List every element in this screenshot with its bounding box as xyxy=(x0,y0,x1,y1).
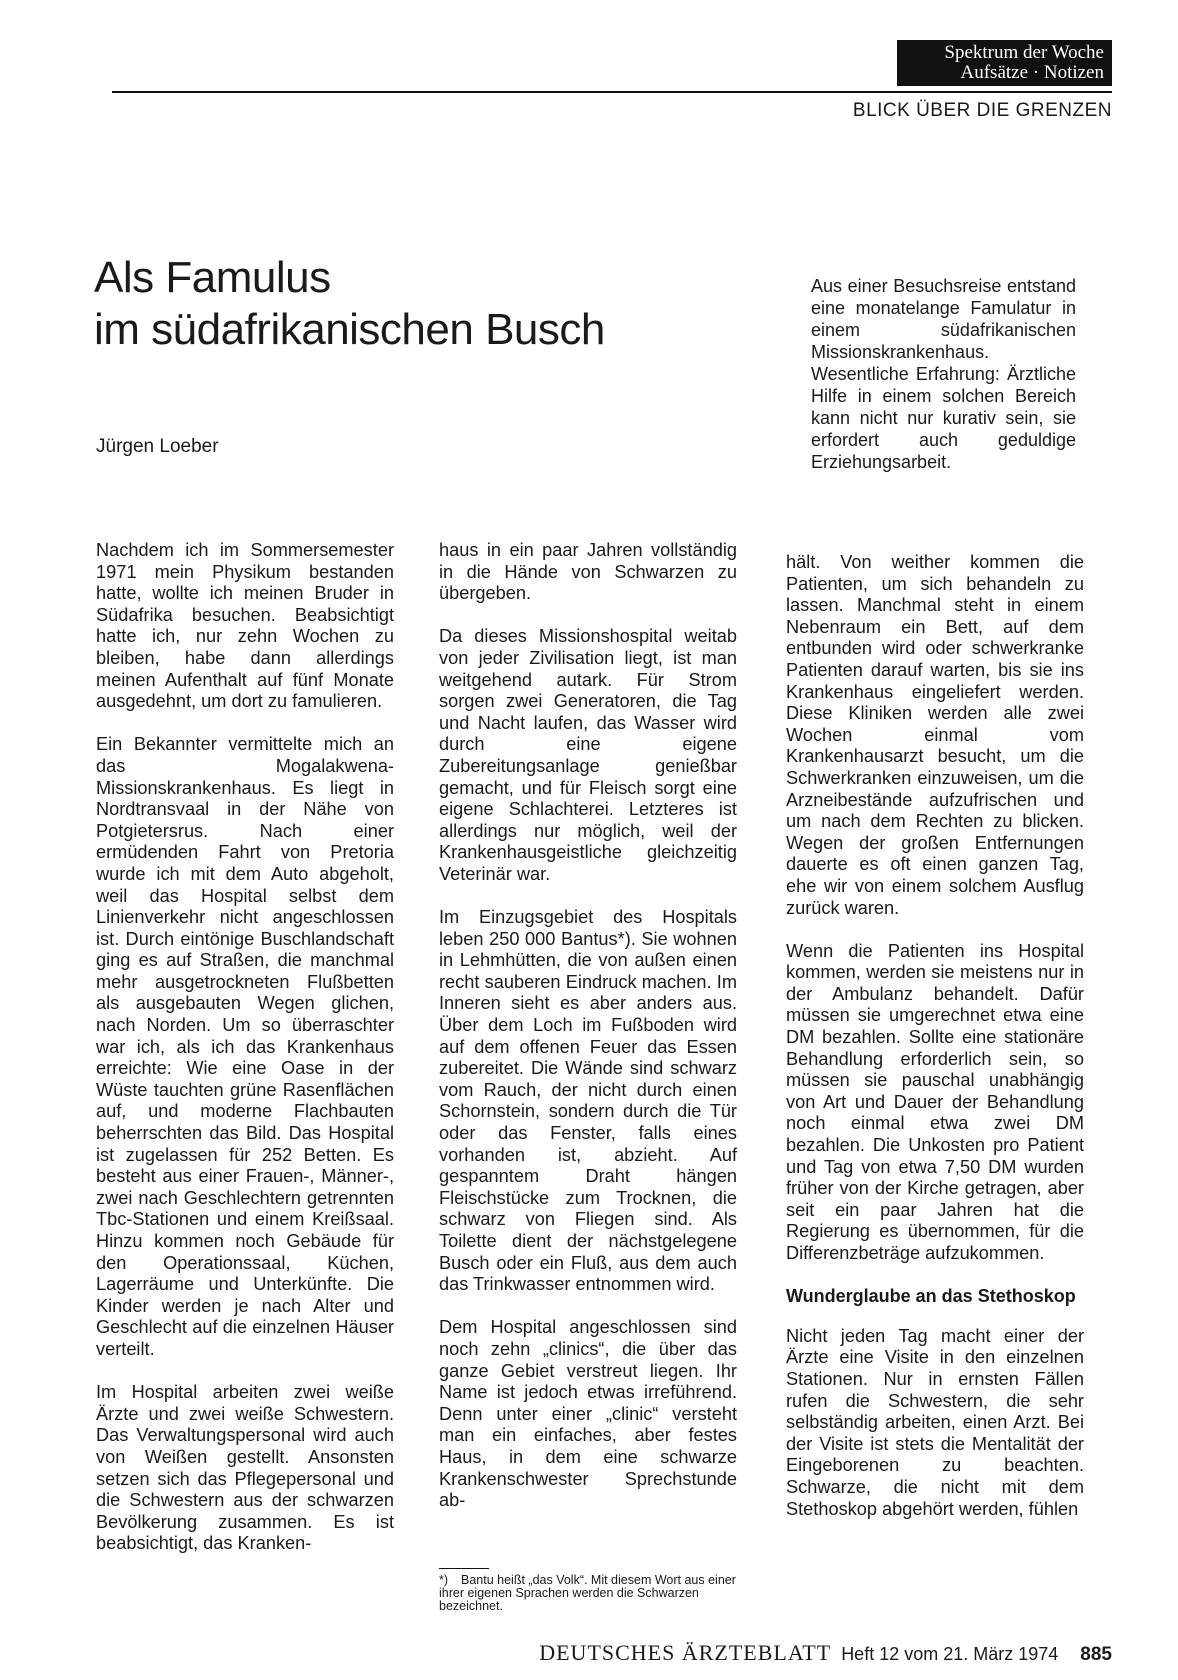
article-title xyxy=(94,252,714,356)
paragraph: hält. Von weither kommen die Patienten, um sich behandeln zu lassen. Manchmal steht in einem Nebenraum ein Bett, auf dem entbunden wird oder schwerkranke Patienten darauf warten, bis sie ins Krankenhaus eingeliefert werden. Diese Kliniken werden alle zwei Wochen einmal vom Krankenhausarzt besucht, um die Schwerkranken einzuweisen, um die Arzneibestände aufzufrischen und um nach dem Rechten zu blicken. Wegen der großen Entfernungen dauerte es oft einen ganzen Tag, ehe wir von einem solchem Ausflug zurück waren. xyxy=(786,552,1084,918)
paragraph: Ein Bekannter vermittelte mich an das Mogalakwena-Missionskrankenhaus. Es liegt in Nordtransvaal in der Nähe von Potgietersrus. Nach einer ermüdenden Fahrt von Pretoria wurde ich mit dem Auto abgeholt, weil das Hospital selbst dem Linienverkehr nicht angeschlossen ist. Durch eintönige Buschlandschaft ging es auf Straßen, die manchmal mehr ausgetrockneten Flußbetten als ausgebauten Wegen glichen, nach Norden. Um so überraschter war ich, als ich das Krankenhaus erreichte: Wie eine Oase in der Wüste tauchten grüne Rasenflächen auf, und moderne Flachbauten beherrschten das Bild. Das Hospital ist zugelassen für 252 Betten. Es besteht aus einer Frauen-, Männer-, zwei nach Geschlechtern getrennten Tbc-Stationen und einem Kreißsaal. Hinzu kommen noch Gebäude für den Operationssaal, Küchen, Lagerräume und Unterkünfte. Die Kinder werden je nach Alter und Geschlecht auf die einzelnen Häuser verteilt. xyxy=(96,734,394,1359)
column-2 xyxy=(439,540,737,1533)
column-1 xyxy=(96,540,394,1577)
paragraph: Nachdem ich im Sommersemester 1971 mein Physikum bestanden hatte, wollte ich meinen Bruder in Südafrika besuchen. Beabsichtigt hatte ich, nur zehn Wochen zu bleiben, habe dann allerdings meinen Aufenthalt auf fünf Monate ausgedehnt, um dort zu famulieren. xyxy=(96,540,394,712)
page-number: 885 xyxy=(1080,1644,1112,1665)
issue-info: Heft 12 vom 21. März 1974 xyxy=(841,1644,1059,1664)
title-line-1: Als Famulus xyxy=(94,253,331,302)
paragraph: Im Einzugsgebiet des Hospitals leben 250 000 Bantus*). Sie wohnen in Lehmhütten, die von außen einen recht sauberen Eindruck machen. Im Inneren sieht es aber anders aus. Über dem Loch im Fußboden wird auf dem offenen Feuer das Essen zubereitet. Die Wände sind schwarz vom Rauch, der nicht durch einen Schornstein, sondern durch die Tür oder das Fenster, falls eines vorhanden ist, abzieht. Auf gespanntem Draht hängen Fleischstücke zum Trocknen, die schwarz von Fliegen sind. Als Toilette dient der nächstgelegene Busch oder ein Fluß, aus dem auch das Trinkwasser entnommen wird. xyxy=(439,907,737,1295)
page-footer xyxy=(539,1640,1112,1666)
footnote-mark: *) xyxy=(439,1573,449,1587)
publication-name: DEUTSCHES ÄRZTEBLATT xyxy=(539,1640,832,1665)
section-label-line1: Spektrum der Woche xyxy=(944,42,1104,63)
subheading: Wunderglaube an das Stethoskop xyxy=(786,1286,1076,1307)
rubric: BLICK ÜBER DIE GRENZEN xyxy=(852,100,1112,121)
paragraph: haus in ein paar Jahren vollständig in die Hände von Schwarzen zu übergeben. xyxy=(439,540,737,604)
paragraph: Da dieses Missionshospital weitab von jeder Zivilisation liegt, ist man weitgehend autark. Für Strom sorgen zwei Generatoren, die Tag und Nacht laufen, das Wasser wird durch eine eigene Zubereitungsanlage genießbar gemacht, und für Fleisch sorgt eine eigene Schlachterei. Letzteres ist allerdings nur möglich, weil der Krankenhausgeistliche gleichzeitig Veterinär war. xyxy=(439,626,737,884)
footnote-rule xyxy=(439,1568,489,1569)
paragraph: Nicht jeden Tag macht einer der Ärzte eine Visite in den einzelnen Stationen. Nur in ernsten Fällen rufen die Schwestern, die sehr selbständig arbeiten, einen Arzt. Bei der Visite ist stets die Mentalität der Eingeborenen zu beachten. Schwarze, die nicht mit dem Stethoskop abgehört werden, fühlen xyxy=(786,1325,1084,1519)
lead-paragraph: Aus einer Besuchsreise entstand eine monatelange Famulatur in einem südafrikanischen Missionskrankenhaus. Wesentliche Erfahrung: Ärztliche Hilfe in einem solchen Bereich kann nicht nur kurativ sein, sie erfordert auch geduldige Erziehungsarbeit. xyxy=(811,276,1076,472)
author: Jürgen Loeber xyxy=(96,436,219,457)
header-rule xyxy=(112,91,1112,93)
column-3 xyxy=(786,552,1084,1542)
section-label-box xyxy=(897,40,1112,86)
footnote-text: Bantu heißt „das Volk“. Mit diesem Wort aus einer ihrer eigenen Sprachen werden die Schwarzen bezeichnet. xyxy=(439,1573,736,1613)
footnote xyxy=(439,1574,739,1613)
section-label-line2: Aufsätze · Notizen xyxy=(960,62,1104,83)
paragraph: Dem Hospital angeschlossen sind noch zehn „clinics“, die über das ganze Gebiet verstreut liegen. Ihr Name ist jedoch etwas irreführend. Denn unter einer „clinic“ versteht man ein einfaches, aber festes Haus, in dem eine schwarze Krankenschwester Sprechstunde ab- xyxy=(439,1317,737,1511)
title-line-2: im südafrikanischen Busch xyxy=(94,305,605,354)
paragraph: Im Hospital arbeiten zwei weiße Ärzte und zwei weiße Schwestern. Das Verwaltungspersonal wird auch von Weißen gestellt. Ansonsten setzen sich das Pflegepersonal und die Schwestern aus der schwarzen Bevölkerung zusammen. Es ist beabsichtigt, das Kranken- xyxy=(96,1382,394,1554)
paragraph: Wenn die Patienten ins Hospital kommen, werden sie meistens nur in der Ambulanz behandelt. Dafür müssen sie umgerechnet etwa eine DM bezahlen. Sollte eine stationäre Behandlung erforderlich sein, so müssen sie pauschal unabhängig von Art und Dauer der Behandlung noch einmal etwa zwei DM bezahlen. Die Unkosten pro Patient und Tag von etwa 7,50 DM wurden früher von der Kirche getragen, aber seit ein paar Jahren hat die Regierung es übernommen, für die Differenzbeträge aufzukommen. xyxy=(786,940,1084,1263)
